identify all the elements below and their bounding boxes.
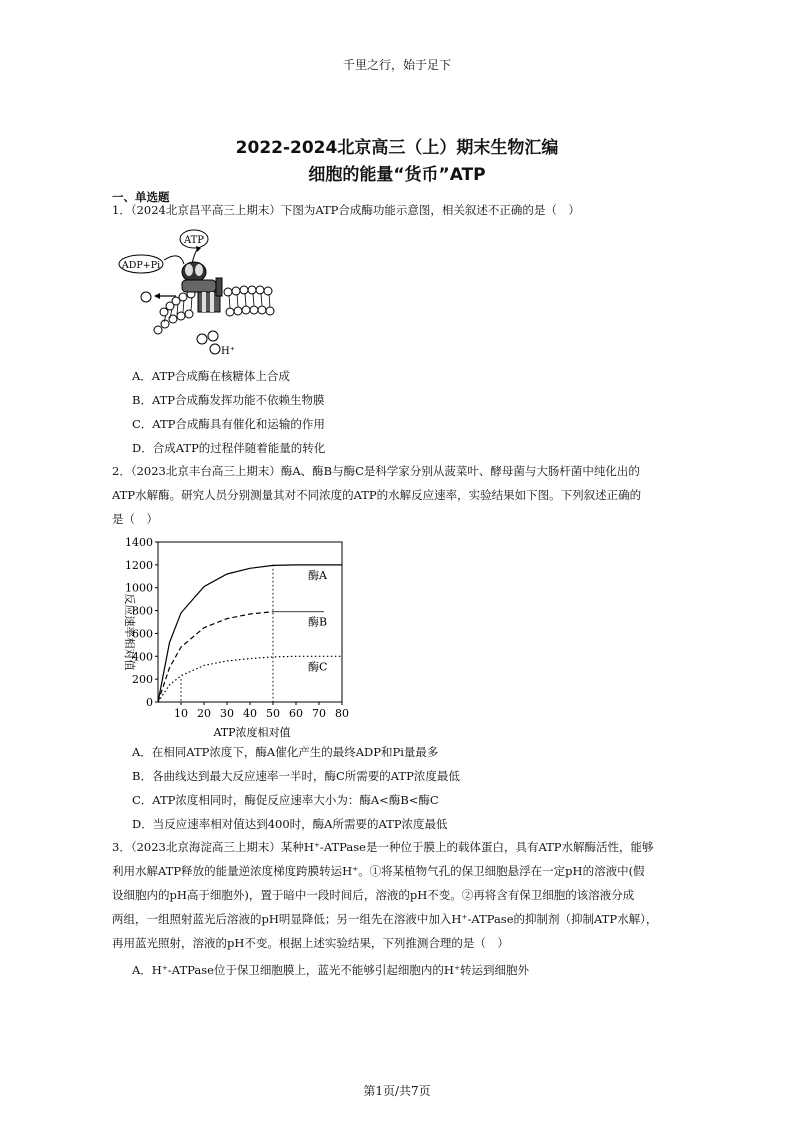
page-footer: 第1页/共7页 xyxy=(363,1084,431,1098)
page-header: 千里之行，始于足下 xyxy=(342,58,451,72)
y-tick-label: 1400 xyxy=(125,536,153,549)
doc-subtitle: 细胞的能量“货币”ATP xyxy=(308,165,486,185)
q2-option-b[interactable]: B．各曲线达到最大反应速率一半时，酶C所需要的ATP浓度最低 xyxy=(132,769,460,783)
q2-option-a[interactable]: A．在相同ATP浓度下，酶A催化产生的最终ADP和Pi量最多 xyxy=(132,745,439,759)
y-tick-label: 600 xyxy=(132,627,153,641)
section-heading: 一、单选题 xyxy=(112,190,170,204)
chart-ylabel: 反应速率相对值 xyxy=(123,593,136,671)
y-tick-label: 0 xyxy=(146,696,153,709)
q2-stem-line3: 是（ ） xyxy=(112,512,158,526)
q1-option-b[interactable]: B．ATP合成酶发挥功能不依赖生物膜 xyxy=(132,393,325,407)
x-tick-label: 10 xyxy=(174,707,188,720)
y-tick-label: 200 xyxy=(132,673,153,687)
x-tick-label: 70 xyxy=(312,707,326,720)
q2-stem-line2: ATP水解酶。研究人员分别测量其对不同浓度的ATP的水解反应速率，实验结果如下图。下列叙述正确的 xyxy=(112,488,642,502)
series-label-1: 酶A xyxy=(308,568,327,582)
enzyme-rate-chart xyxy=(112,532,362,742)
q3-stem-line1: 3．（2023北京海淀高三上期末）某种H⁺-ATPase是一种位于膜上的载体蛋白，具有ATP水解酶活性，能够 xyxy=(112,840,654,854)
x-tick-label: 30 xyxy=(220,707,234,720)
q3-option-a[interactable]: A．H⁺-ATPase位于保卫细胞膜上，蓝光不能够引起细胞内的H⁺转运到细胞外 xyxy=(132,963,530,977)
q3-stem-line5: 再用蓝光照射，溶液的pH不变。根据上述实验结果，下列推测合理的是（ ） xyxy=(112,936,509,950)
doc-title: 2022-2024北京高三（上）期末生物汇编 xyxy=(235,138,559,158)
y-tick-label: 400 xyxy=(132,650,153,664)
x-tick-label: 60 xyxy=(289,707,303,720)
q1-option-a[interactable]: A．ATP合成酶在核糖体上合成 xyxy=(132,369,290,383)
series-line-1 xyxy=(158,565,342,702)
q3-stem-line3: 设细胞内的pH高于细胞外)，置于暗中一段时间后，溶液的pH不变。②再将含有保卫细胞的该溶液分成 xyxy=(112,888,635,902)
y-tick-label: 1200 xyxy=(125,558,153,572)
atp-synthase-enzyme xyxy=(182,262,222,312)
y-tick-label: 800 xyxy=(132,604,153,618)
q1-stem: 1．（2024北京昌平高三上期末）下图为ATP合成酶功能示意图，相关叙述不正确的是（ ） xyxy=(112,203,580,217)
q1-option-c[interactable]: C．ATP合成酶具有催化和运输的作用 xyxy=(132,417,325,431)
adp-label: ADP+Pi xyxy=(121,260,161,271)
chart-xlabel: ATP浓度相对值 xyxy=(213,726,291,739)
series-label-2: 酶B xyxy=(308,615,328,629)
y-tick-label: 1000 xyxy=(125,581,153,595)
series-label-3: 酶C xyxy=(308,660,328,674)
h-ion-label: H⁺ xyxy=(221,346,235,357)
q2-stem-line1: 2．（2023北京丰台高三上期末）酶A、酶B与酶C是科学家分别从菠菜叶、酵母菌与大肠杆菌中纯化出的 xyxy=(112,464,640,478)
atp-label: ATP xyxy=(183,235,205,246)
q1-option-d[interactable]: D．合成ATP的过程伴随着能量的转化 xyxy=(132,441,326,455)
q2-option-c[interactable]: C．ATP浓度相同时，酶促反应速率大小为：酶A<酶B<酶C xyxy=(132,793,439,807)
x-tick-label: 40 xyxy=(243,707,257,720)
atp-synthase-diagram xyxy=(112,226,287,358)
q2-option-d[interactable]: D．当反应速率相对值达到400时，酶A所需要的ATP浓度最低 xyxy=(132,817,448,831)
q3-stem-line4: 两组，一组照射蓝光后溶液的pH明显降低；另一组先在溶液中加入H⁺-ATPase的抑制剂（抑制ATP水解）， xyxy=(112,912,658,926)
x-tick-label: 80 xyxy=(335,707,349,720)
q3-stem-line2: 利用水解ATP释放的能量逆浓度梯度跨膜转运H⁺。①将某植物气孔的保卫细胞悬浮在一定pH的溶液中(假 xyxy=(112,864,645,878)
x-tick-label: 50 xyxy=(266,707,280,720)
x-tick-label: 20 xyxy=(197,707,211,720)
series-line-2 xyxy=(158,612,273,702)
